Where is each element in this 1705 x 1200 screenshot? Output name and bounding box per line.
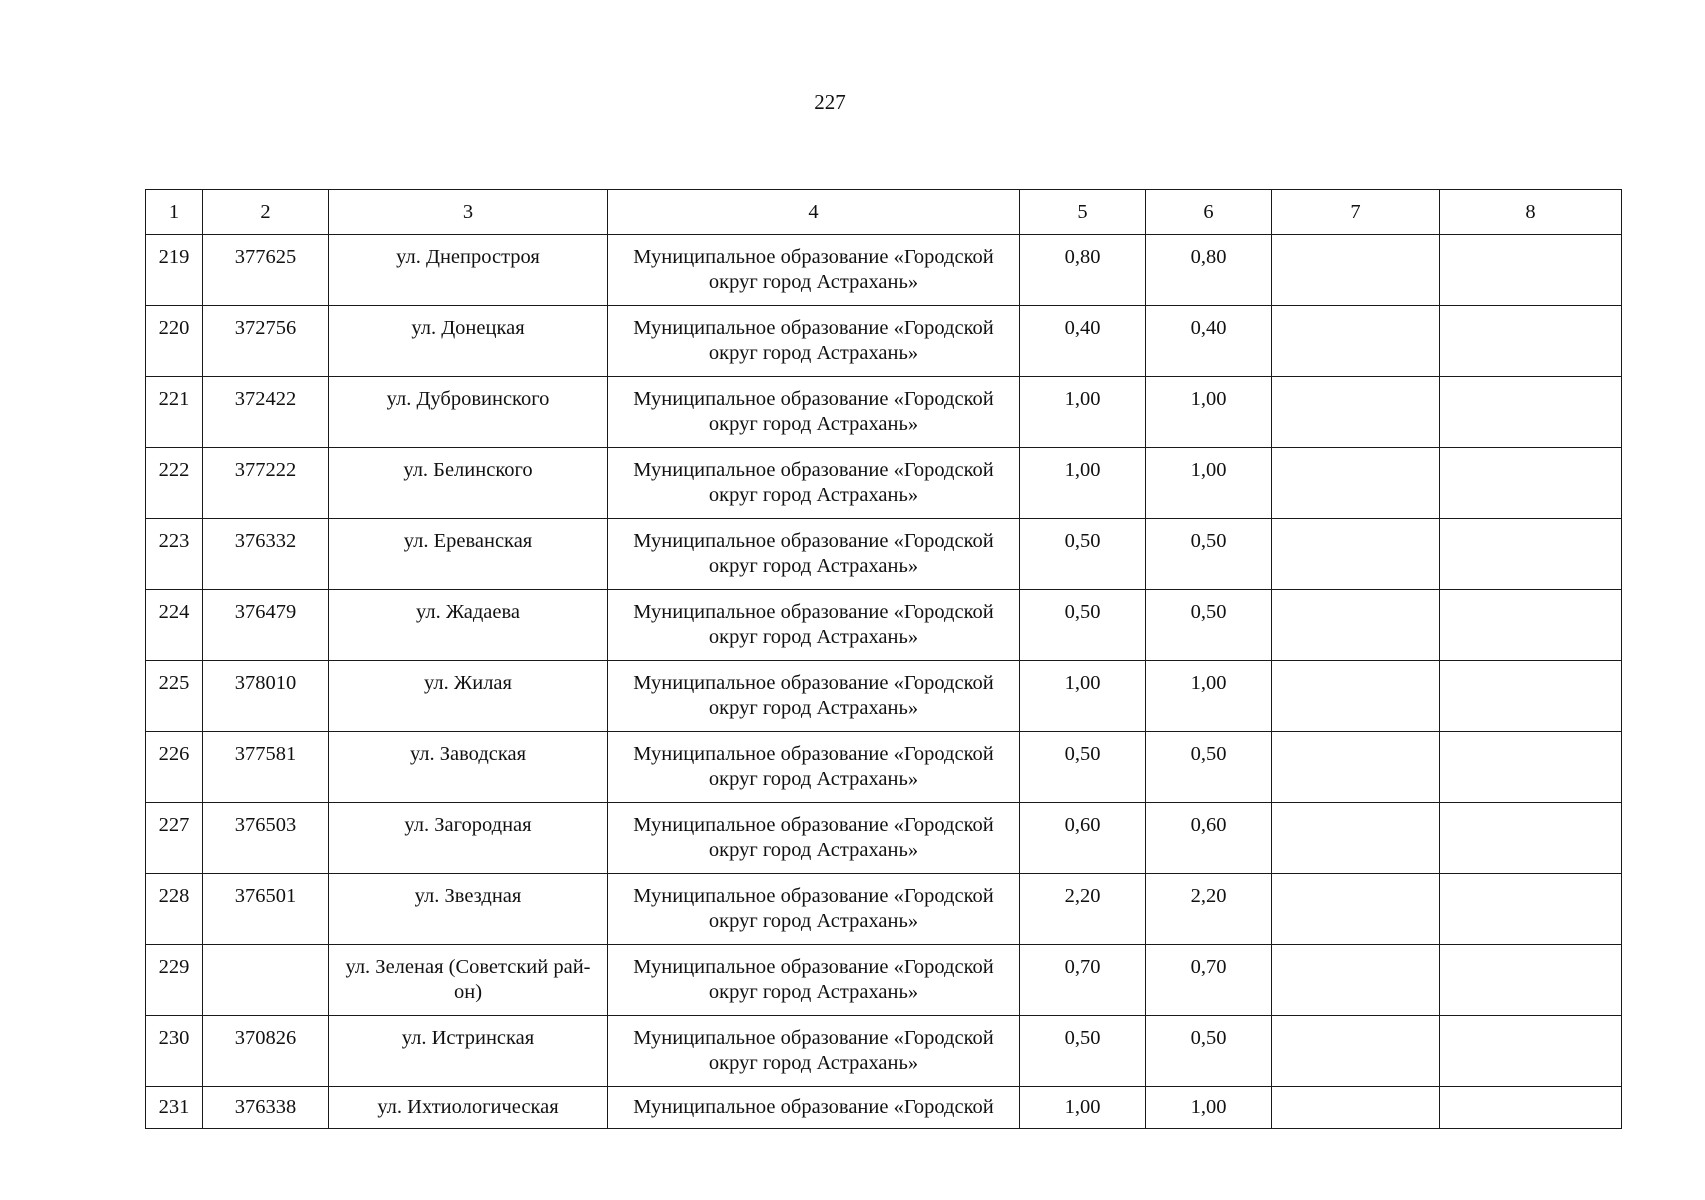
- cell-col7: [1272, 590, 1440, 661]
- table-row: [146, 448, 1622, 519]
- cell-code: 376479: [203, 590, 329, 661]
- cell-street: ул. Белинского: [329, 448, 608, 519]
- table-row: [146, 1087, 1622, 1129]
- cell-number: 223: [146, 519, 203, 590]
- cell-owner: Муниципальное образование «Городской округ город Астрахань»: [608, 945, 1020, 1016]
- cell-col7: [1272, 448, 1440, 519]
- cell-number: 220: [146, 306, 203, 377]
- cell-col6: 0,80: [1146, 235, 1272, 306]
- cell-owner: Муниципальное образование «Городской округ город Астрахань»: [608, 448, 1020, 519]
- cell-number: 221: [146, 377, 203, 448]
- cell-street: ул. Ихтиологическая: [329, 1087, 608, 1129]
- cell-col8: [1440, 235, 1622, 306]
- cell-col7: [1272, 732, 1440, 803]
- cell-col8: [1440, 448, 1622, 519]
- cell-col7: [1272, 803, 1440, 874]
- page-number: 227: [814, 90, 846, 114]
- cell-col5: 1,00: [1020, 448, 1146, 519]
- cell-code: 376503: [203, 803, 329, 874]
- column-header-5: 5: [1020, 190, 1146, 235]
- cell-code: 376332: [203, 519, 329, 590]
- cell-number: 230: [146, 1016, 203, 1087]
- cell-owner: Муниципальное образование «Городской округ город Астрахань»: [608, 732, 1020, 803]
- cell-owner: Муниципальное образование «Городской округ город Астрахань»: [608, 235, 1020, 306]
- cell-code: 370826: [203, 1016, 329, 1087]
- cell-number: 225: [146, 661, 203, 732]
- cell-col6: 0,60: [1146, 803, 1272, 874]
- header-row: [146, 190, 1622, 235]
- cell-col6: 0,50: [1146, 590, 1272, 661]
- cell-col5: 0,80: [1020, 235, 1146, 306]
- cell-col8: [1440, 945, 1622, 1016]
- cell-col6: 1,00: [1146, 448, 1272, 519]
- cell-code: 377222: [203, 448, 329, 519]
- cell-street: ул. Заводская: [329, 732, 608, 803]
- cell-code: 377581: [203, 732, 329, 803]
- cell-owner: Муниципальное образование «Городской округ город Астрахань»: [608, 661, 1020, 732]
- column-header-4: 4: [608, 190, 1020, 235]
- cell-col7: [1272, 377, 1440, 448]
- cell-col8: [1440, 306, 1622, 377]
- cell-col5: 2,20: [1020, 874, 1146, 945]
- column-header-7: 7: [1272, 190, 1440, 235]
- table-row: [146, 661, 1622, 732]
- cell-col5: 0,60: [1020, 803, 1146, 874]
- cell-col5: 1,00: [1020, 661, 1146, 732]
- cell-col5: 0,70: [1020, 945, 1146, 1016]
- cell-col7: [1272, 519, 1440, 590]
- cell-number: 228: [146, 874, 203, 945]
- cell-col7: [1272, 1016, 1440, 1087]
- cell-number: 224: [146, 590, 203, 661]
- cell-col8: [1440, 519, 1622, 590]
- cell-col6: 2,20: [1146, 874, 1272, 945]
- table-header: [146, 190, 1622, 235]
- column-header-2: 2: [203, 190, 329, 235]
- cell-col6: 0,50: [1146, 732, 1272, 803]
- cell-code: 372422: [203, 377, 329, 448]
- table-row: [146, 306, 1622, 377]
- cell-street: ул. Загородная: [329, 803, 608, 874]
- cell-street: ул. Истринская: [329, 1016, 608, 1087]
- cell-col5: 0,50: [1020, 1016, 1146, 1087]
- table-row: [146, 377, 1622, 448]
- column-header-6: 6: [1146, 190, 1272, 235]
- cell-col7: [1272, 945, 1440, 1016]
- cell-code: 378010: [203, 661, 329, 732]
- cell-col5: 1,00: [1020, 377, 1146, 448]
- cell-number: 219: [146, 235, 203, 306]
- cell-street: ул. Жилая: [329, 661, 608, 732]
- cell-col7: [1272, 661, 1440, 732]
- cell-col7: [1272, 1087, 1440, 1129]
- cell-owner: Муниципальное образование «Городской округ город Астрахань»: [608, 590, 1020, 661]
- cell-street: ул. Днепростроя: [329, 235, 608, 306]
- cell-number: 222: [146, 448, 203, 519]
- cell-col5: 0,40: [1020, 306, 1146, 377]
- table-row: [146, 590, 1622, 661]
- cell-owner: Муниципальное образование «Городской округ город Астрахань»: [608, 519, 1020, 590]
- table-row: [146, 874, 1622, 945]
- cell-col5: 0,50: [1020, 590, 1146, 661]
- table-row: [146, 732, 1622, 803]
- cell-number: 229: [146, 945, 203, 1016]
- cell-col8: [1440, 377, 1622, 448]
- cell-col8: [1440, 803, 1622, 874]
- cell-street: ул. Жадаева: [329, 590, 608, 661]
- table-row: [146, 945, 1622, 1016]
- cell-col8: [1440, 1087, 1622, 1129]
- cell-code: 372756: [203, 306, 329, 377]
- cell-col6: 1,00: [1146, 661, 1272, 732]
- cell-col6: 0,50: [1146, 1016, 1272, 1087]
- cell-street: ул. Ереванская: [329, 519, 608, 590]
- cell-col8: [1440, 732, 1622, 803]
- cell-col6: 1,00: [1146, 377, 1272, 448]
- cell-col7: [1272, 874, 1440, 945]
- cell-street: ул. Звездная: [329, 874, 608, 945]
- cell-street: ул. Зеленая (Советский рай-он): [329, 945, 608, 1016]
- table-row: [146, 1016, 1622, 1087]
- cell-col5: 0,50: [1020, 732, 1146, 803]
- cell-number: 231: [146, 1087, 203, 1129]
- cell-owner: Муниципальное образование «Городской округ город Астрахань»: [608, 377, 1020, 448]
- table-body: [146, 235, 1622, 1129]
- cell-code: 376501: [203, 874, 329, 945]
- cell-code: [203, 945, 329, 1016]
- cell-col8: [1440, 590, 1622, 661]
- cell-owner: Муниципальное образование «Городской округ город Астрахань»: [608, 1016, 1020, 1087]
- cell-street: ул. Донецкая: [329, 306, 608, 377]
- table-row: [146, 803, 1622, 874]
- column-header-3: 3: [329, 190, 608, 235]
- cell-col6: 0,50: [1146, 519, 1272, 590]
- cell-col8: [1440, 874, 1622, 945]
- cell-col7: [1272, 306, 1440, 377]
- cell-col7: [1272, 235, 1440, 306]
- column-header-1: 1: [146, 190, 203, 235]
- road-registry-table: [145, 189, 1622, 1129]
- cell-street: ул. Дубровинского: [329, 377, 608, 448]
- cell-col8: [1440, 661, 1622, 732]
- cell-owner: Муниципальное образование «Городской округ город Астрахань»: [608, 803, 1020, 874]
- cell-col8: [1440, 1016, 1622, 1087]
- cell-number: 227: [146, 803, 203, 874]
- cell-col6: 0,40: [1146, 306, 1272, 377]
- cell-owner: Муниципальное образование «Городской округ город Астрахань»: [608, 874, 1020, 945]
- cell-col5: 0,50: [1020, 519, 1146, 590]
- cell-col6: 0,70: [1146, 945, 1272, 1016]
- table-row: [146, 519, 1622, 590]
- cell-code: 377625: [203, 235, 329, 306]
- cell-owner: Муниципальное образование «Городской: [608, 1087, 1020, 1129]
- cell-col6: 1,00: [1146, 1087, 1272, 1129]
- cell-code: 376338: [203, 1087, 329, 1129]
- cell-owner: Муниципальное образование «Городской округ город Астрахань»: [608, 306, 1020, 377]
- table-row: [146, 235, 1622, 306]
- column-header-8: 8: [1440, 190, 1622, 235]
- cell-number: 226: [146, 732, 203, 803]
- cell-col5: 1,00: [1020, 1087, 1146, 1129]
